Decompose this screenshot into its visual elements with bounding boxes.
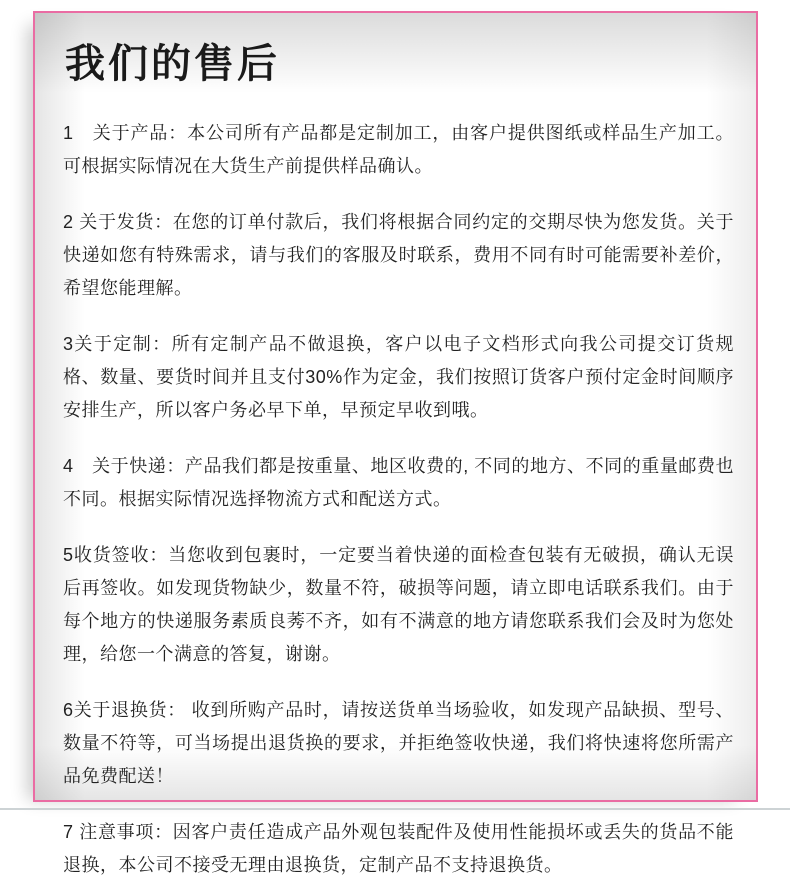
policy-item-express: 4 关于快递：产品我们都是按重量、地区收费的, 不同的地方、不同的重量邮费也不同。根据实际情况选择物流方式和配送方式。 — [63, 456, 734, 509]
policy-item-receiving: 5收货签收：当您收到包裹时，一定要当着快递的面检查包装有无破损，确认无误后再签收。如发现货物缺少，数量不符，破损等问题，请立即电话联系我们。由于每个地方的快递服务素质良莠不齐，如有不满意的地方请您联系我们会及时为您处理，给您一个满意的答复，谢谢。 — [63, 545, 734, 664]
page-title: 我们的售后 — [65, 42, 280, 86]
policy-item-shipping: 2 关于发货：在您的订单付款后，我们将根据合同约定的交期尽快为您发货。关于快递如您有特殊需求，请与我们的客服及时联系，费用不同有时可能需要补差价，希望您能理解。 — [63, 212, 734, 298]
bottom-divider — [0, 808, 790, 810]
policy-card — [33, 11, 758, 875]
policy-item-products: 1 关于产品：本公司所有产品都是定制加工，由客户提供图纸或样品生产加工。可根据实际情况在大货生产前提供样品确认。 — [63, 123, 734, 176]
policy-item-returns: 6关于退换货： 收到所购产品时，请按送货单当场验收，如发现产品缺损、型号、数量不符等，可当场提出退货换的要求，并拒绝签收快递，我们将快速将您所需产品免费配送！ — [63, 700, 734, 786]
policy-list — [63, 117, 734, 882]
policy-item-customization: 3关于定制：所有定制产品不做退换，客户以电子文档形式向我公司提交订货规格、数量、要货时间并且支付30%作为定金，我们按照订货客户预付定金时间顺序安排生产，所以客户务必早下单，早预定早收到哦。 — [63, 334, 734, 420]
policy-item-notes: 7 注意事项：因客户责任造成产品外观包装配件及使用性能损坏或丢失的货品不能退换，本公司不接受无理由退换货，定制产品不支持退换货。 — [63, 822, 734, 875]
policy-card-content — [35, 13, 756, 882]
